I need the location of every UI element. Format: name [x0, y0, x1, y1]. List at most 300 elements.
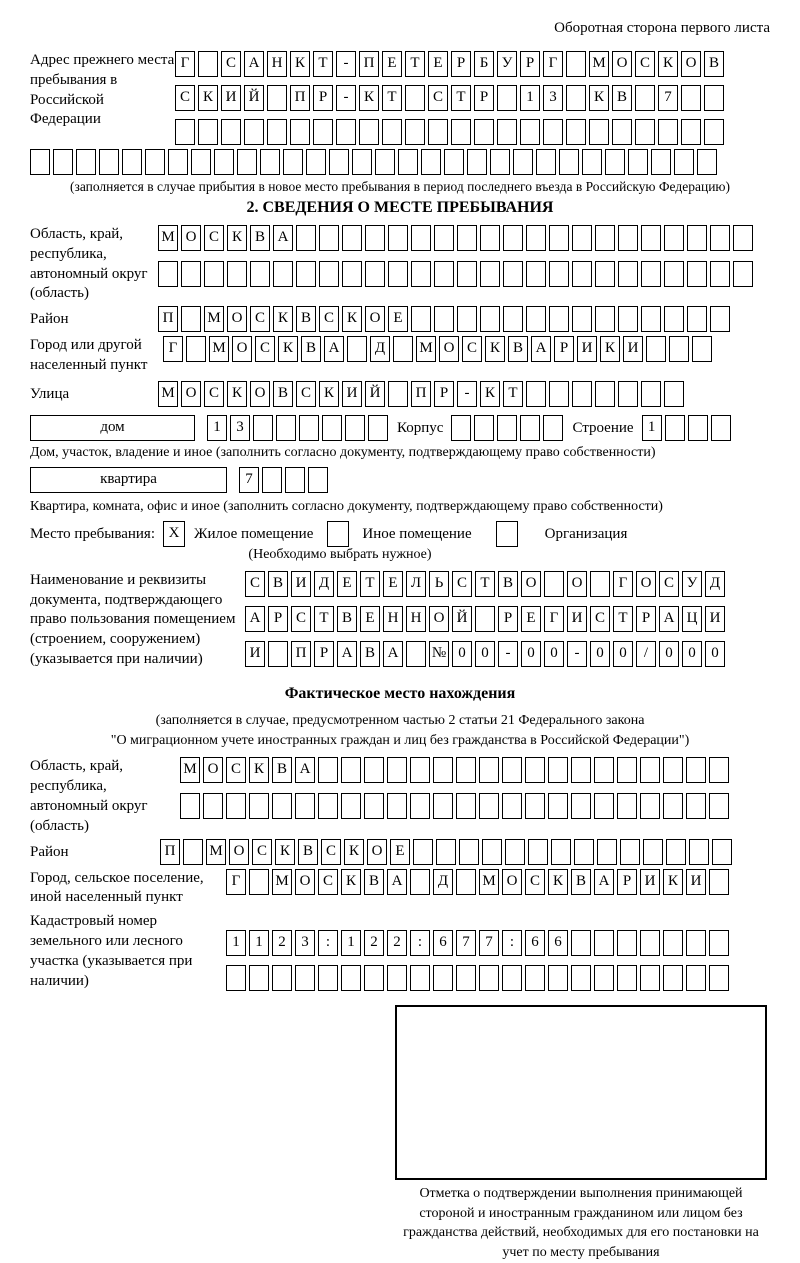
char-box[interactable]: Т — [405, 51, 425, 77]
char-box[interactable]: О — [295, 869, 315, 895]
char-box[interactable]: О — [203, 757, 223, 783]
char-box[interactable] — [457, 261, 477, 287]
char-box[interactable] — [459, 839, 479, 865]
char-box[interactable] — [497, 415, 517, 441]
char-box[interactable] — [617, 965, 637, 991]
char-box[interactable] — [345, 415, 365, 441]
char-box[interactable]: Е — [521, 606, 541, 632]
char-box[interactable] — [628, 149, 648, 175]
char-box[interactable]: В — [498, 571, 518, 597]
char-box[interactable] — [646, 336, 666, 362]
char-box[interactable] — [658, 119, 678, 145]
char-box[interactable] — [597, 839, 617, 865]
char-box[interactable]: А — [594, 869, 614, 895]
char-box[interactable] — [382, 119, 402, 145]
char-box[interactable]: С — [428, 85, 448, 111]
char-box[interactable]: Е — [390, 839, 410, 865]
char-box[interactable] — [582, 149, 602, 175]
char-box[interactable] — [393, 336, 413, 362]
char-box[interactable]: О — [367, 839, 387, 865]
char-box[interactable]: М — [180, 757, 200, 783]
char-box[interactable] — [296, 261, 316, 287]
char-box[interactable] — [664, 261, 684, 287]
char-box[interactable] — [237, 149, 257, 175]
char-box[interactable]: С — [250, 306, 270, 332]
char-box[interactable] — [669, 336, 689, 362]
char-box[interactable] — [273, 261, 293, 287]
char-box[interactable] — [712, 839, 732, 865]
char-box[interactable] — [571, 930, 591, 956]
char-box[interactable] — [295, 965, 315, 991]
char-box[interactable]: С — [635, 51, 655, 77]
char-box[interactable]: Л — [406, 571, 426, 597]
char-box[interactable] — [643, 839, 663, 865]
checkbox-inoe[interactable] — [327, 521, 349, 547]
char-box[interactable] — [285, 467, 305, 493]
char-box[interactable] — [733, 225, 753, 251]
char-box[interactable] — [640, 930, 660, 956]
char-box[interactable] — [536, 149, 556, 175]
char-box[interactable] — [319, 225, 339, 251]
char-box[interactable] — [296, 225, 316, 251]
char-box[interactable]: А — [387, 869, 407, 895]
char-box[interactable]: М — [158, 381, 178, 407]
char-box[interactable] — [364, 793, 384, 819]
char-box[interactable] — [318, 965, 338, 991]
char-box[interactable]: 3 — [543, 85, 563, 111]
char-box[interactable]: 0 — [590, 641, 610, 667]
char-box[interactable] — [410, 965, 430, 991]
char-box[interactable] — [249, 965, 269, 991]
char-box[interactable] — [145, 149, 165, 175]
char-box[interactable] — [268, 641, 288, 667]
char-box[interactable]: 1 — [207, 415, 227, 441]
char-box[interactable]: 2 — [272, 930, 292, 956]
char-box[interactable]: В — [298, 839, 318, 865]
char-box[interactable] — [76, 149, 96, 175]
char-box[interactable] — [30, 149, 50, 175]
char-box[interactable] — [503, 306, 523, 332]
char-box[interactable] — [456, 965, 476, 991]
char-box[interactable]: 1 — [226, 930, 246, 956]
char-box[interactable]: Т — [360, 571, 380, 597]
char-box[interactable]: Т — [314, 606, 334, 632]
char-box[interactable] — [543, 119, 563, 145]
char-box[interactable]: 7 — [479, 930, 499, 956]
char-box[interactable] — [526, 381, 546, 407]
char-box[interactable]: 0 — [452, 641, 472, 667]
char-box[interactable] — [572, 306, 592, 332]
char-box[interactable] — [203, 793, 223, 819]
char-box[interactable]: А — [324, 336, 344, 362]
char-box[interactable] — [411, 225, 431, 251]
char-box[interactable]: Г — [544, 606, 564, 632]
char-box[interactable] — [342, 225, 362, 251]
char-box[interactable]: 1 — [341, 930, 361, 956]
char-box[interactable]: : — [502, 930, 522, 956]
char-box[interactable] — [474, 415, 494, 441]
char-box[interactable]: М — [589, 51, 609, 77]
char-box[interactable] — [221, 119, 241, 145]
char-box[interactable] — [421, 149, 441, 175]
char-box[interactable]: Е — [360, 606, 380, 632]
char-box[interactable] — [375, 149, 395, 175]
char-box[interactable]: Р — [434, 381, 454, 407]
char-box[interactable]: - — [336, 85, 356, 111]
char-box[interactable] — [640, 965, 660, 991]
char-box[interactable] — [548, 793, 568, 819]
char-box[interactable] — [686, 757, 706, 783]
char-box[interactable] — [342, 261, 362, 287]
char-box[interactable]: 7 — [658, 85, 678, 111]
char-box[interactable]: А — [383, 641, 403, 667]
char-box[interactable]: К — [319, 381, 339, 407]
char-box[interactable] — [502, 757, 522, 783]
char-box[interactable] — [664, 306, 684, 332]
char-box[interactable] — [526, 306, 546, 332]
char-box[interactable] — [618, 381, 638, 407]
char-box[interactable] — [290, 119, 310, 145]
char-box[interactable]: Р — [451, 51, 471, 77]
char-box[interactable] — [687, 261, 707, 287]
char-box[interactable] — [387, 793, 407, 819]
char-box[interactable] — [733, 261, 753, 287]
char-box[interactable] — [543, 415, 563, 441]
char-box[interactable] — [503, 225, 523, 251]
char-box[interactable]: Е — [337, 571, 357, 597]
char-box[interactable]: О — [250, 381, 270, 407]
char-box[interactable]: С — [590, 606, 610, 632]
char-box[interactable]: В — [337, 606, 357, 632]
char-box[interactable]: 6 — [433, 930, 453, 956]
char-box[interactable] — [566, 85, 586, 111]
char-box[interactable]: С — [525, 869, 545, 895]
char-box[interactable]: Г — [163, 336, 183, 362]
char-box[interactable]: О — [181, 381, 201, 407]
char-box[interactable]: Д — [705, 571, 725, 597]
char-box[interactable] — [594, 930, 614, 956]
char-box[interactable] — [502, 793, 522, 819]
char-box[interactable]: Р — [498, 606, 518, 632]
char-box[interactable]: № — [429, 641, 449, 667]
char-box[interactable]: - — [498, 641, 518, 667]
char-box[interactable]: Р — [636, 606, 656, 632]
char-box[interactable] — [451, 119, 471, 145]
char-box[interactable]: И — [686, 869, 706, 895]
char-box[interactable] — [249, 793, 269, 819]
char-box[interactable]: 2 — [387, 930, 407, 956]
char-box[interactable] — [520, 119, 540, 145]
char-box[interactable] — [364, 965, 384, 991]
char-box[interactable]: И — [640, 869, 660, 895]
char-box[interactable] — [53, 149, 73, 175]
char-box[interactable]: М — [158, 225, 178, 251]
dom-field[interactable]: дом — [30, 415, 195, 441]
char-box[interactable]: И — [245, 641, 265, 667]
char-box[interactable]: 3 — [230, 415, 250, 441]
char-box[interactable]: М — [204, 306, 224, 332]
char-box[interactable] — [99, 149, 119, 175]
char-box[interactable]: Р — [617, 869, 637, 895]
char-box[interactable]: - — [567, 641, 587, 667]
char-box[interactable]: И — [342, 381, 362, 407]
char-box[interactable] — [480, 306, 500, 332]
char-box[interactable]: К — [344, 839, 364, 865]
char-box[interactable]: 7 — [239, 467, 259, 493]
char-box[interactable] — [663, 757, 683, 783]
char-box[interactable] — [329, 149, 349, 175]
char-box[interactable]: 0 — [705, 641, 725, 667]
char-box[interactable]: Г — [613, 571, 633, 597]
char-box[interactable] — [526, 261, 546, 287]
char-box[interactable]: Т — [475, 571, 495, 597]
char-box[interactable] — [640, 793, 660, 819]
char-box[interactable] — [175, 119, 195, 145]
char-box[interactable] — [319, 261, 339, 287]
char-box[interactable]: 7 — [456, 930, 476, 956]
char-box[interactable]: Е — [383, 571, 403, 597]
char-box[interactable]: Д — [314, 571, 334, 597]
char-box[interactable] — [688, 415, 708, 441]
char-box[interactable] — [618, 306, 638, 332]
char-box[interactable] — [244, 119, 264, 145]
char-box[interactable] — [594, 757, 614, 783]
char-box[interactable] — [635, 85, 655, 111]
char-box[interactable] — [618, 261, 638, 287]
char-box[interactable]: А — [295, 757, 315, 783]
char-box[interactable]: К — [273, 306, 293, 332]
char-box[interactable]: К — [278, 336, 298, 362]
char-box[interactable] — [318, 793, 338, 819]
char-box[interactable] — [365, 225, 385, 251]
char-box[interactable] — [502, 965, 522, 991]
char-box[interactable] — [180, 793, 200, 819]
char-box[interactable] — [641, 261, 661, 287]
char-box[interactable] — [181, 261, 201, 287]
char-box[interactable]: П — [290, 85, 310, 111]
char-box[interactable] — [283, 149, 303, 175]
char-box[interactable] — [687, 306, 707, 332]
char-box[interactable]: В — [612, 85, 632, 111]
char-box[interactable] — [525, 757, 545, 783]
char-box[interactable] — [697, 149, 717, 175]
char-box[interactable]: : — [318, 930, 338, 956]
char-box[interactable]: К — [663, 869, 683, 895]
char-box[interactable] — [503, 261, 523, 287]
char-box[interactable]: И — [291, 571, 311, 597]
char-box[interactable] — [322, 415, 342, 441]
char-box[interactable] — [617, 757, 637, 783]
char-box[interactable]: О — [181, 225, 201, 251]
char-box[interactable] — [410, 757, 430, 783]
char-box[interactable] — [709, 930, 729, 956]
char-box[interactable] — [686, 793, 706, 819]
char-box[interactable] — [595, 261, 615, 287]
char-box[interactable] — [387, 757, 407, 783]
char-box[interactable]: И — [623, 336, 643, 362]
char-box[interactable] — [689, 839, 709, 865]
char-box[interactable]: В — [508, 336, 528, 362]
char-box[interactable]: Й — [365, 381, 385, 407]
char-box[interactable]: Р — [474, 85, 494, 111]
char-box[interactable] — [313, 119, 333, 145]
char-box[interactable] — [308, 467, 328, 493]
char-box[interactable] — [551, 839, 571, 865]
char-box[interactable] — [198, 51, 218, 77]
char-box[interactable] — [681, 119, 701, 145]
char-box[interactable] — [490, 149, 510, 175]
char-box[interactable]: О — [229, 839, 249, 865]
char-box[interactable] — [681, 85, 701, 111]
char-box[interactable]: И — [577, 336, 597, 362]
char-box[interactable] — [528, 839, 548, 865]
char-box[interactable] — [497, 119, 517, 145]
char-box[interactable]: : — [410, 930, 430, 956]
char-box[interactable] — [434, 306, 454, 332]
char-box[interactable] — [295, 793, 315, 819]
checkbox-organizatsiya[interactable] — [496, 521, 518, 547]
char-box[interactable] — [574, 839, 594, 865]
char-box[interactable] — [158, 261, 178, 287]
char-box[interactable] — [272, 793, 292, 819]
char-box[interactable]: О — [429, 606, 449, 632]
char-box[interactable] — [505, 839, 525, 865]
char-box[interactable] — [480, 261, 500, 287]
char-box[interactable]: О — [232, 336, 252, 362]
char-box[interactable]: С — [204, 381, 224, 407]
char-box[interactable] — [428, 119, 448, 145]
char-box[interactable]: К — [658, 51, 678, 77]
char-box[interactable] — [686, 965, 706, 991]
char-box[interactable] — [388, 261, 408, 287]
char-box[interactable]: 1 — [642, 415, 662, 441]
char-box[interactable]: Н — [383, 606, 403, 632]
char-box[interactable] — [398, 149, 418, 175]
char-box[interactable] — [480, 225, 500, 251]
char-box[interactable] — [433, 793, 453, 819]
char-box[interactable] — [549, 306, 569, 332]
char-box[interactable] — [168, 149, 188, 175]
char-box[interactable]: С — [204, 225, 224, 251]
char-box[interactable] — [250, 261, 270, 287]
char-box[interactable] — [674, 149, 694, 175]
char-box[interactable] — [253, 415, 273, 441]
char-box[interactable] — [433, 757, 453, 783]
char-box[interactable] — [479, 757, 499, 783]
char-box[interactable] — [405, 85, 425, 111]
char-box[interactable]: Г — [175, 51, 195, 77]
char-box[interactable]: Д — [370, 336, 390, 362]
char-box[interactable] — [595, 306, 615, 332]
char-box[interactable]: - — [457, 381, 477, 407]
char-box[interactable] — [709, 757, 729, 783]
char-box[interactable] — [520, 415, 540, 441]
char-box[interactable]: А — [245, 606, 265, 632]
char-box[interactable] — [352, 149, 372, 175]
char-box[interactable]: Е — [382, 51, 402, 77]
char-box[interactable]: Н — [406, 606, 426, 632]
char-box[interactable]: Г — [543, 51, 563, 77]
char-box[interactable] — [635, 119, 655, 145]
char-box[interactable] — [410, 793, 430, 819]
char-box[interactable] — [451, 415, 471, 441]
char-box[interactable] — [663, 965, 683, 991]
char-box[interactable] — [482, 839, 502, 865]
char-box[interactable]: О — [567, 571, 587, 597]
char-box[interactable] — [571, 757, 591, 783]
char-box[interactable]: С — [462, 336, 482, 362]
char-box[interactable] — [686, 930, 706, 956]
char-box[interactable] — [594, 793, 614, 819]
char-box[interactable] — [617, 930, 637, 956]
char-box[interactable]: С — [321, 839, 341, 865]
char-box[interactable] — [710, 225, 730, 251]
char-box[interactable]: В — [704, 51, 724, 77]
char-box[interactable]: В — [250, 225, 270, 251]
char-box[interactable]: С — [226, 757, 246, 783]
char-box[interactable]: А — [337, 641, 357, 667]
char-box[interactable]: 1 — [520, 85, 540, 111]
char-box[interactable] — [262, 467, 282, 493]
char-box[interactable]: Й — [452, 606, 472, 632]
char-box[interactable]: М — [479, 869, 499, 895]
char-box[interactable]: К — [548, 869, 568, 895]
char-box[interactable] — [204, 261, 224, 287]
char-box[interactable]: К — [290, 51, 310, 77]
char-box[interactable] — [475, 606, 495, 632]
char-box[interactable]: У — [682, 571, 702, 597]
char-box[interactable] — [388, 225, 408, 251]
char-box[interactable] — [479, 793, 499, 819]
char-box[interactable]: Р — [268, 606, 288, 632]
char-box[interactable] — [525, 793, 545, 819]
char-box[interactable]: О — [636, 571, 656, 597]
char-box[interactable] — [434, 225, 454, 251]
char-box[interactable]: К — [341, 869, 361, 895]
char-box[interactable] — [544, 571, 564, 597]
char-box[interactable]: 0 — [682, 641, 702, 667]
char-box[interactable]: 2 — [364, 930, 384, 956]
char-box[interactable]: / — [636, 641, 656, 667]
char-box[interactable]: 0 — [659, 641, 679, 667]
char-box[interactable] — [595, 381, 615, 407]
char-box[interactable]: А — [273, 225, 293, 251]
char-box[interactable] — [406, 641, 426, 667]
char-box[interactable] — [444, 149, 464, 175]
char-box[interactable]: Е — [388, 306, 408, 332]
char-box[interactable] — [710, 306, 730, 332]
char-box[interactable] — [413, 839, 433, 865]
char-box[interactable] — [186, 336, 206, 362]
char-box[interactable]: - — [336, 51, 356, 77]
char-box[interactable] — [711, 415, 731, 441]
char-box[interactable] — [666, 839, 686, 865]
char-box[interactable]: М — [272, 869, 292, 895]
char-box[interactable]: М — [206, 839, 226, 865]
char-box[interactable]: О — [439, 336, 459, 362]
char-box[interactable] — [513, 149, 533, 175]
char-box[interactable] — [318, 757, 338, 783]
char-box[interactable] — [411, 306, 431, 332]
char-box[interactable]: С — [245, 571, 265, 597]
char-box[interactable]: С — [318, 869, 338, 895]
char-box[interactable] — [605, 149, 625, 175]
char-box[interactable]: П — [291, 641, 311, 667]
char-box[interactable] — [548, 757, 568, 783]
kvartira-field[interactable]: квартира — [30, 467, 227, 493]
char-box[interactable] — [526, 225, 546, 251]
char-box[interactable] — [411, 261, 431, 287]
